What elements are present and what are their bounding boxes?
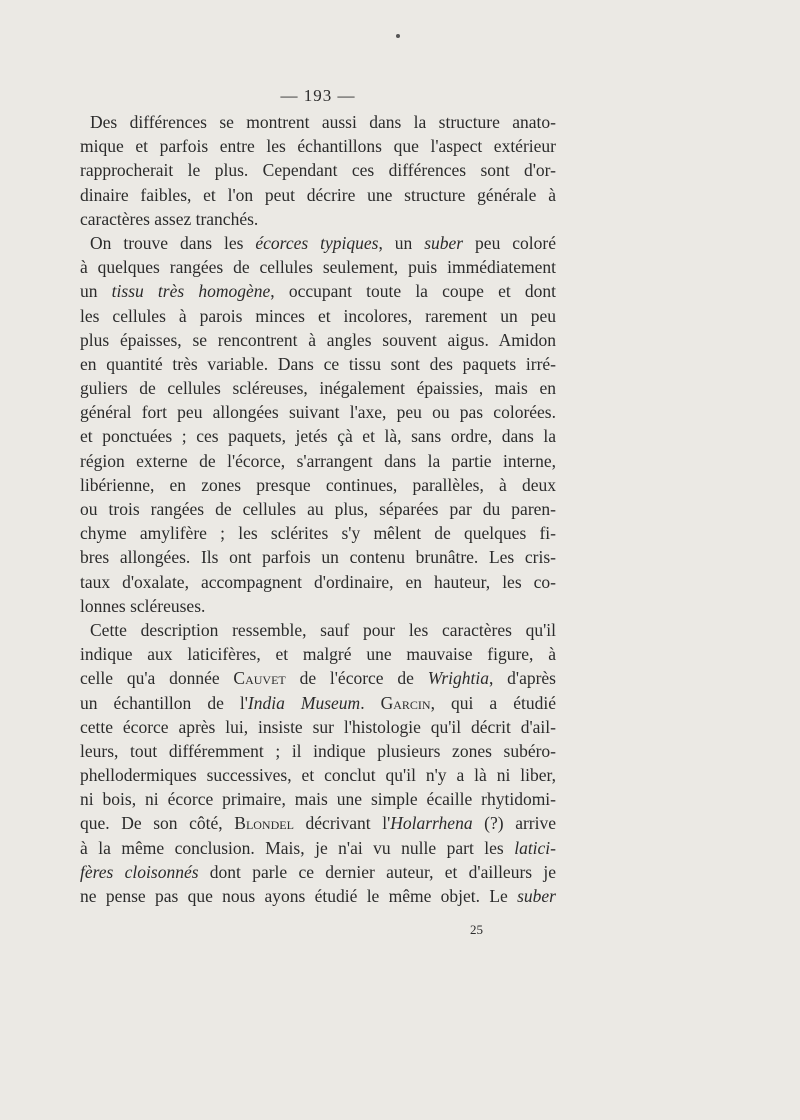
text-line <box>80 328 556 352</box>
text-line <box>80 884 556 908</box>
italic-text: Holarrhena <box>390 813 473 834</box>
text-segment: guliers de cellules scléreuses, inégalement épaissies, mais en <box>80 378 556 399</box>
text-line <box>80 110 556 134</box>
text-segment: lonnes scléreuses. <box>80 595 206 616</box>
text-line <box>80 497 556 521</box>
text-line <box>80 836 556 860</box>
text-line <box>80 642 556 666</box>
text-line <box>80 424 556 448</box>
text-line <box>80 279 556 303</box>
text-segment: les cellules à parois minces et incolores, rarement un peu <box>80 305 556 326</box>
text-segment: que. De son côté, <box>80 813 235 834</box>
text-segment: leurs, tout différemment ; il indique plusieurs zones subéro- <box>80 740 556 761</box>
author-name: Blondel <box>234 813 294 834</box>
text-segment: , un <box>378 232 425 253</box>
text-segment: ou trois rangées de cellules au plus, séparées par du paren- <box>80 499 556 519</box>
italic-text: tissu très homogène <box>111 281 271 302</box>
text-segment: caractères assez tranchés. <box>80 208 259 229</box>
text-line <box>80 618 556 642</box>
text-segment: (?) arrive <box>472 813 556 834</box>
text-line <box>80 570 556 594</box>
text-line <box>80 231 556 255</box>
body-text <box>80 110 556 908</box>
text-line <box>80 158 556 182</box>
paragraph <box>80 618 556 908</box>
text-segment: , qui a étudié <box>430 692 557 713</box>
text-segment: ne pense pas que nous ayons étudié le même objet. Le <box>80 886 518 906</box>
text-line <box>80 449 556 473</box>
text-line <box>80 860 556 884</box>
decorative-dot <box>396 34 400 38</box>
italic-text: écorces typiques <box>255 232 379 253</box>
text-segment: taux d'oxalate, accompagnent d'ordinaire, en hauteur, les co- <box>80 571 556 592</box>
text-segment: libérienne, en zones presque continues, parallèles, à deux <box>80 474 556 495</box>
text-segment: On trouve dans les <box>90 232 256 253</box>
text-segment: de l'écorce de <box>285 668 428 689</box>
text-segment: . <box>360 692 381 713</box>
paragraph <box>80 231 556 618</box>
text-segment: , d'après <box>488 668 556 689</box>
text-segment: un échantillon de l' <box>80 692 248 713</box>
italic-text: latici- <box>514 837 556 858</box>
author-name: Garcin <box>380 692 431 713</box>
text-segment: cette écorce après lui, insiste sur l'histologie qu'il décrit d'ail- <box>80 716 556 737</box>
text-line <box>80 134 556 158</box>
signature-mark: 25 <box>470 922 483 937</box>
italic-text: suber <box>424 232 464 253</box>
text-segment: décrivant l' <box>293 813 391 834</box>
text-line <box>80 715 556 739</box>
text-segment: chyme amylifère ; les sclérites s'y mêlent de quelques fi- <box>80 523 556 544</box>
text-segment: un <box>80 281 112 302</box>
text-segment: en quantité très variable. Dans ce tissu sont des paquets irré- <box>80 353 556 374</box>
text-line <box>80 473 556 497</box>
paragraph <box>80 110 556 231</box>
text-line <box>80 594 556 618</box>
text-segment: région externe de l'écorce, s'arrangent dans la partie interne, <box>80 450 556 471</box>
text-line <box>80 352 556 376</box>
text-line <box>80 763 556 787</box>
text-segment: , occupant toute la coupe et dont <box>270 281 556 302</box>
text-line <box>80 811 556 835</box>
text-segment: à quelques rangées de cellules seulement, puis immédiatement <box>80 257 556 278</box>
text-line <box>80 787 556 811</box>
text-segment: celle qu'a donnée <box>80 668 234 689</box>
text-line <box>80 545 556 569</box>
text-segment: et ponctuées ; ces paquets, jetés çà et là, sans ordre, dans la <box>80 426 556 447</box>
text-line <box>80 207 556 231</box>
text-line <box>80 666 556 690</box>
text-segment: rapprocherait le plus. Cependant ces différences sont d'or- <box>80 160 556 181</box>
text-segment: dinaire faibles, et l'on peut décrire une structure générale à <box>80 184 556 205</box>
italic-text: Wrightia <box>427 668 489 689</box>
text-segment: à la même conclusion. Mais, je n'ai vu nulle part les <box>80 837 515 858</box>
text-segment: dont parle ce dernier auteur, et d'ailleurs je <box>198 861 556 882</box>
text-segment: Des différences se montrent aussi dans la structure anato- <box>90 112 556 132</box>
text-segment: ni bois, ni écorce primaire, mais une simple écaille rhytidomi- <box>80 789 556 810</box>
text-segment: phellodermiques successives, et conclut qu'il n'y a là ni liber, <box>80 765 556 786</box>
italic-text: suber <box>517 886 556 906</box>
text-line <box>80 183 556 207</box>
text-line <box>80 304 556 328</box>
text-segment: Cette description ressemble, sauf pour les caractères qu'il <box>90 619 556 640</box>
text-segment: général fort peu allongées suivant l'axe, peu ou pas colorées. <box>80 402 556 423</box>
page-number: — 193 — <box>280 86 356 105</box>
italic-text: India Museum <box>247 692 361 713</box>
text-segment: peu coloré <box>463 232 556 253</box>
text-segment: bres allongées. Ils ont parfois un contenu brunâtre. Les cris- <box>80 547 556 568</box>
text-line <box>80 376 556 400</box>
text-line <box>80 521 556 545</box>
text-line <box>80 400 556 424</box>
author-name: Cauvet <box>233 668 286 689</box>
italic-text: fères cloisonnés <box>80 861 199 882</box>
text-segment: plus épaisses, se rencontrent à angles souvent aigus. Amidon <box>80 329 556 350</box>
text-segment: indique aux laticifères, et malgré une mauvaise figure, à <box>80 644 556 665</box>
text-line <box>80 691 556 715</box>
text-segment: mique et parfois entre les échantillons que l'aspect extérieur <box>80 136 556 157</box>
text-line <box>80 739 556 763</box>
text-line <box>80 255 556 279</box>
